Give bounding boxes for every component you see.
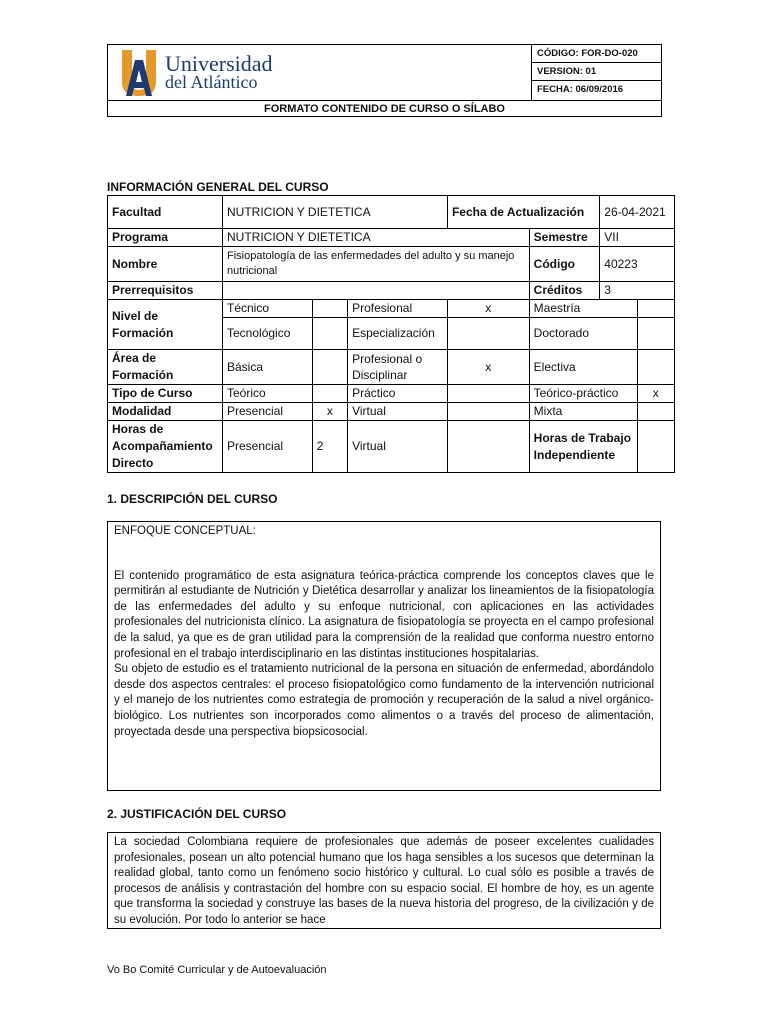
nivel-tecnologico: Tecnológico: [223, 318, 313, 350]
mod-virtual-mark: [447, 403, 529, 421]
descripcion-paragraph-1: El contenido programático de esta asignatura teórica-práctica comprende los conceptos claves que le permitirán al estudiante de Nutrición y Dietética desarrollar y analizar los lineamientos de la fisiopatología de las enfermedades del adulto y su enfoque nutricional, con aplicaciones en las actividades profesionales del nutricionista clínico. La asignatura de fisiopatología se proyecta en el campo profesional de la salud, ya que es de gran utilidad para la comprensión de la realidad que conforma nuestro entorno profesional en el trabajo interdisciplinario en las distintas instituciones hospitalarias.: [114, 569, 654, 660]
horas-independiente-label: Horas de Trabajo Independiente: [529, 421, 637, 473]
descripcion-heading: 1. DESCRIPCIÓN DEL CURSO: [107, 492, 278, 506]
row-programa: [108, 229, 675, 247]
area-formacion-label: Área de Formación: [108, 350, 223, 385]
area-profesional: Profesional o Disciplinar: [348, 350, 448, 385]
logo-cell: [108, 45, 532, 100]
row-facultad: [108, 196, 675, 229]
prerrequisitos-label: Prerrequisitos: [108, 282, 223, 300]
footer-note: Vo Bo Comité Curricular y de Autoevaluación: [107, 964, 327, 976]
area-electiva: Electiva: [529, 350, 637, 385]
nivel-profesional-mark: x: [447, 300, 529, 318]
fecha-actualizacion-value: 26-04-2021: [600, 196, 675, 229]
document-title: FORMATO CONTENIDO DE CURSO O SÍLABO: [108, 100, 661, 117]
tipo-practico-mark: [447, 385, 529, 403]
doc-code: CÓDIGO: FOR-DO-020: [532, 45, 662, 63]
nivel-tecnologico-mark: [312, 318, 347, 350]
horas-acompanamiento-label: Horas de Acompañamiento Directo: [108, 421, 223, 473]
descripcion-paragraph-2: Su objeto de estudio es el tratamiento nutricional de la persona en situación de enfermedad, abordándolo desde dos aspectos centrales: el proceso fisiopatológico como fundamento de la intervención nutricional y el manejo de los nutrientes como estrategia de promoción y recuperación de la salud a nivel orgánico-biológico. Los nutrientes son incorporados como alimentos o a través del proceso de alimentación, proyectada desde una perspectiva biopsicosocial.: [114, 663, 654, 738]
document-meta: [532, 45, 662, 100]
general-info-table: [107, 195, 675, 473]
horas-presencial-value: 2: [312, 421, 347, 473]
codigo-value: 40223: [600, 247, 675, 282]
nivel-maestria: Maestría: [529, 300, 637, 318]
nivel-tecnico: Técnico: [223, 300, 313, 318]
fecha-actualizacion-label: Fecha de Actualización: [447, 196, 599, 229]
semestre-value: VII: [600, 229, 675, 247]
facultad-value: NUTRICION Y DIETETICA: [223, 196, 448, 229]
general-info-heading: INFORMACIÓN GENERAL DEL CURSO: [107, 180, 329, 194]
tipo-teorico-practico-mark: x: [637, 385, 674, 403]
creditos-label: Créditos: [529, 282, 600, 300]
university-logo-icon: [118, 48, 160, 98]
programa-label: Programa: [108, 229, 223, 247]
row-area: [108, 350, 675, 385]
area-profesional-mark: x: [447, 350, 529, 385]
horas-independiente-value: [637, 421, 674, 473]
nivel-doctorado: Doctorado: [529, 318, 637, 350]
logo-text-line2: del Atlántico: [165, 72, 258, 92]
justificacion-box: [107, 832, 661, 929]
tipo-teorico-mark: [312, 385, 347, 403]
horas-presencial: Presencial: [223, 421, 313, 473]
logo-text-line1: Universidad: [165, 51, 273, 76]
nivel-maestria-mark: [637, 300, 674, 318]
nivel-especializacion-mark: [447, 318, 529, 350]
row-nivel-1: [108, 300, 675, 318]
row-prerrequisitos: [108, 282, 675, 300]
horas-virtual-value: [447, 421, 529, 473]
tipo-curso-label: Tipo de Curso: [108, 385, 223, 403]
row-horas: [108, 421, 675, 473]
row-tipo: [108, 385, 675, 403]
row-nombre: [108, 247, 675, 282]
nivel-especializacion: Especialización: [348, 318, 448, 350]
programa-value: NUTRICION Y DIETETICA: [223, 229, 530, 247]
nivel-tecnico-mark: [312, 300, 347, 318]
codigo-label: Código: [529, 247, 600, 282]
tipo-teorico: Teórico: [223, 385, 313, 403]
enfoque-label: ENFOQUE CONCEPTUAL:: [114, 525, 256, 537]
horas-virtual: Virtual: [348, 421, 448, 473]
modalidad-label: Modalidad: [108, 403, 223, 421]
nivel-doctorado-mark: [637, 318, 674, 350]
doc-version: VERSION: 01: [532, 63, 662, 81]
facultad-label: Facultad: [108, 196, 223, 229]
mod-mixta-mark: [637, 403, 674, 421]
area-electiva-mark: [637, 350, 674, 385]
prerrequisitos-value: [223, 282, 530, 300]
nivel-profesional: Profesional: [348, 300, 448, 318]
mod-presencial-mark: x: [312, 403, 347, 421]
document-header: [107, 44, 662, 117]
tipo-practico: Práctico: [348, 385, 448, 403]
area-basica: Básica: [223, 350, 313, 385]
area-basica-mark: [312, 350, 347, 385]
mod-mixta: Mixta: [529, 403, 637, 421]
semestre-label: Semestre: [529, 229, 600, 247]
nombre-label: Nombre: [108, 247, 223, 282]
nivel-formacion-label: Nivel de Formación: [108, 300, 223, 350]
doc-date: FECHA: 06/09/2016: [537, 84, 624, 95]
descripcion-box: [107, 521, 661, 791]
creditos-value: 3: [600, 282, 675, 300]
mod-presencial: Presencial: [223, 403, 313, 421]
justificacion-heading: 2. JUSTIFICACIÓN DEL CURSO: [107, 807, 287, 821]
justificacion-paragraph-1: La sociedad Colombiana requiere de profesionales que además de poseer excelentes cualidades profesionales, posean un alto potencial humano que los haga sensibles a los sucesos que determinan la realidad global, tanto como un fenómeno socio histórico y cultural. Lo cual sólo es posible a través de procesos de análisis y contrastación del hombre con su espacio social. El hombre de hoy, es un agente que transforma la sociedad y construye las bases de la nueva historia del progreso, de la civilización y de su evolución. Por todo lo anterior se hace: [114, 836, 654, 926]
nombre-value: Fisiopatología de las enfermedades del adulto y su manejo nutricional: [223, 247, 530, 282]
row-modalidad: [108, 403, 675, 421]
mod-virtual: Virtual: [348, 403, 448, 421]
tipo-teorico-practico: Teórico-práctico: [529, 385, 637, 403]
